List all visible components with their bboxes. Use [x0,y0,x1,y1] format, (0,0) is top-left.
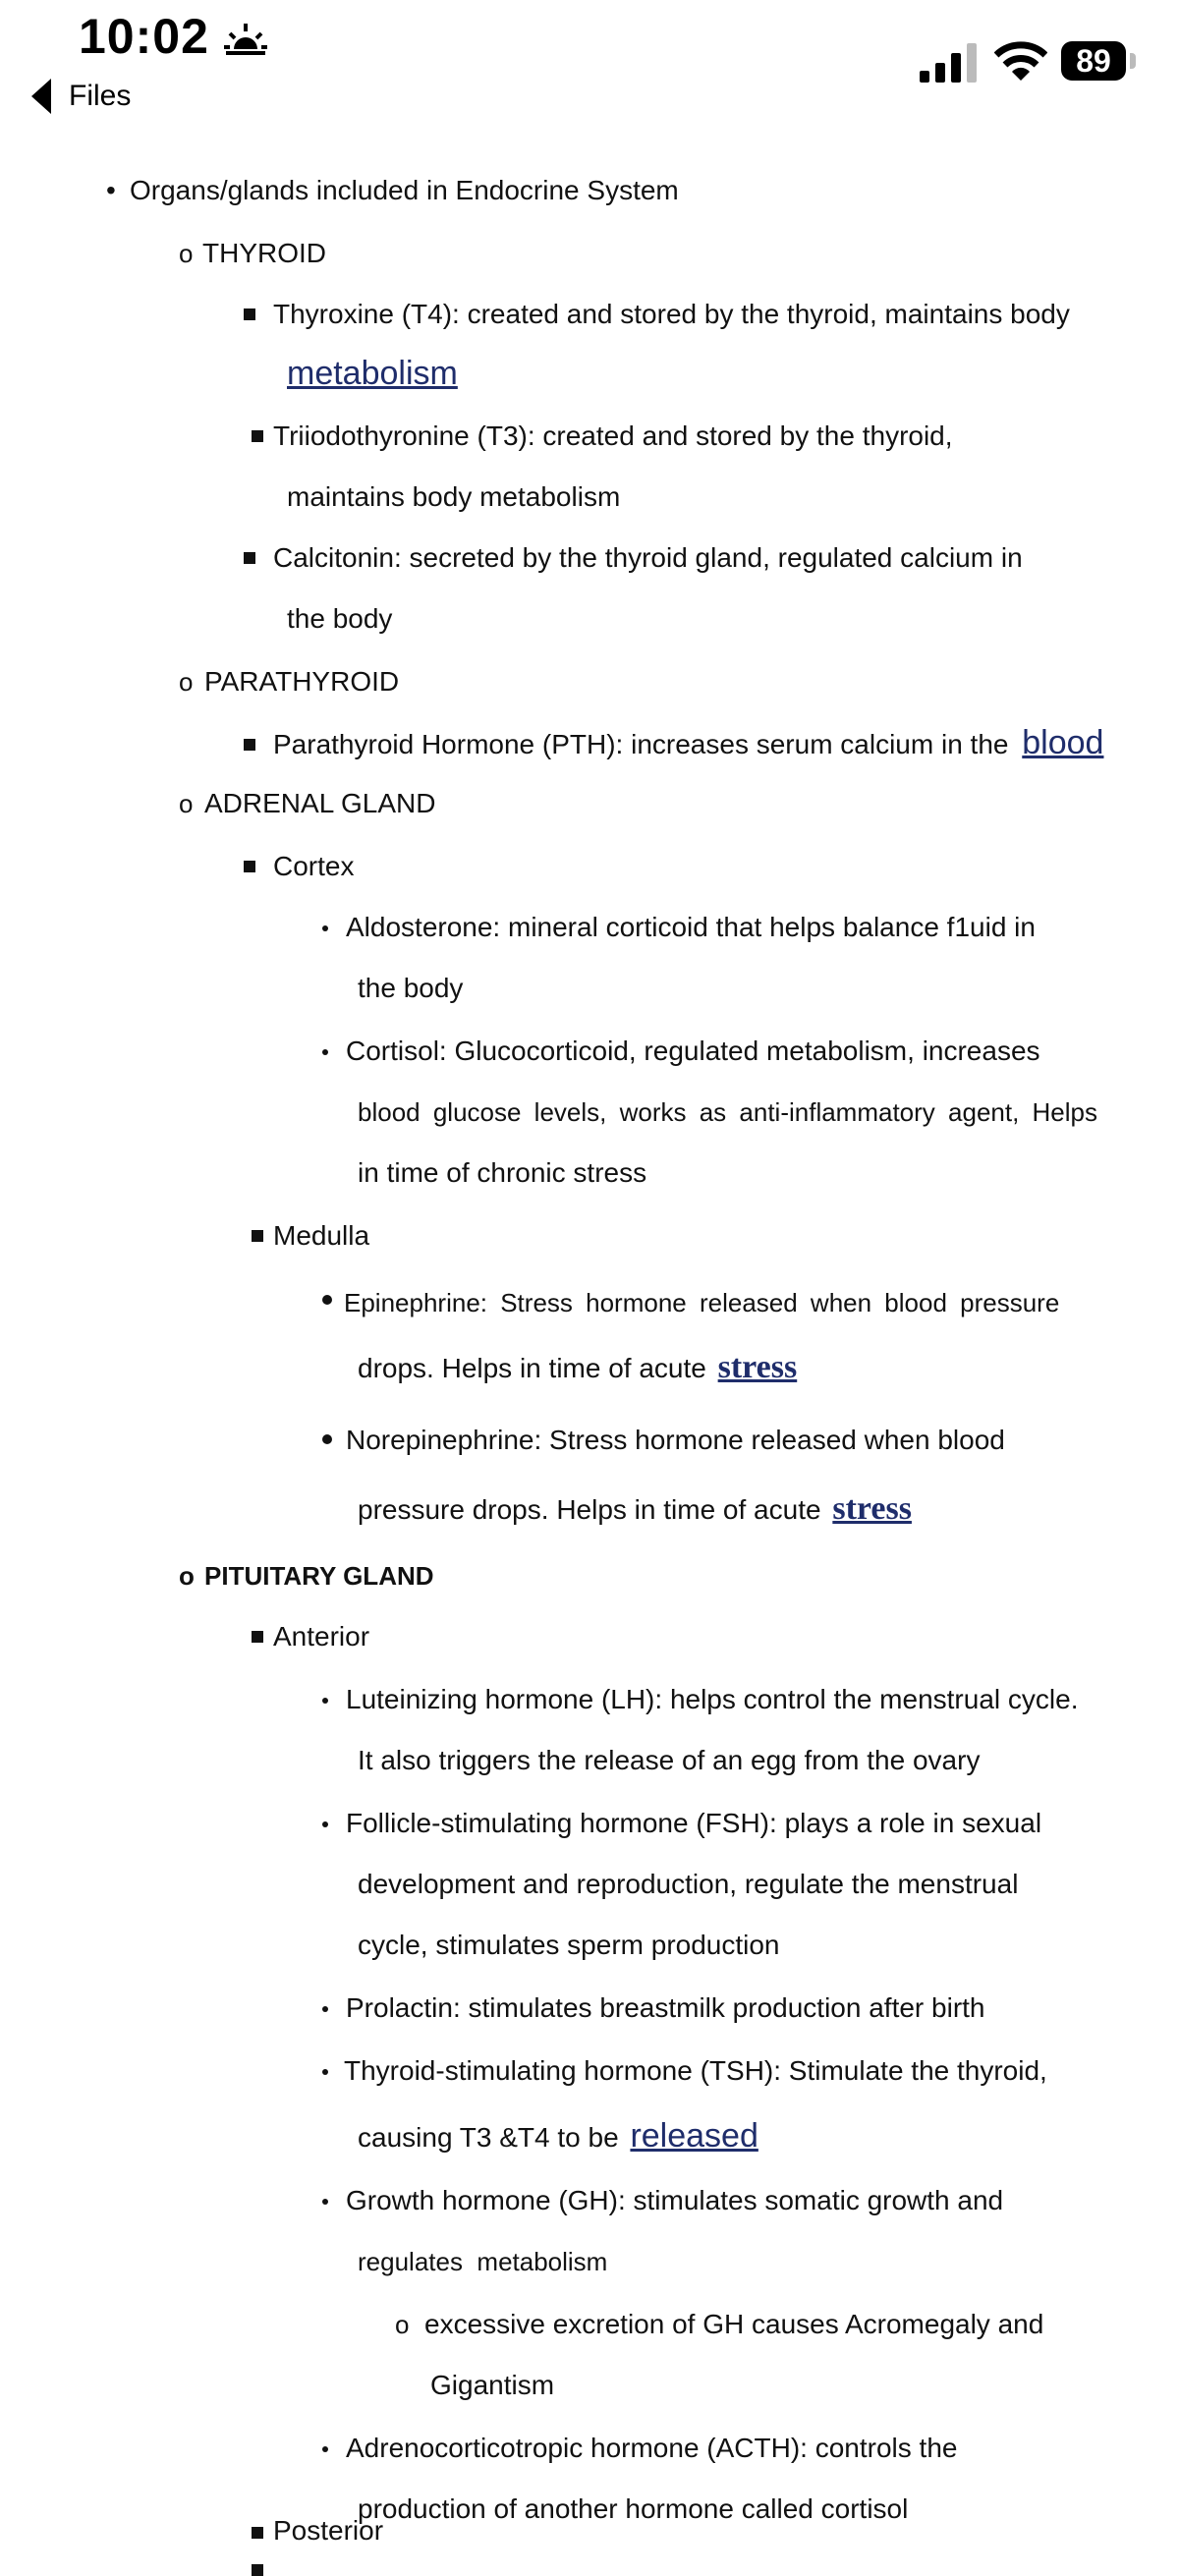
dot-marker [322,2069,328,2075]
bullet-marker: • [106,175,116,205]
subsection-anterior: Anterior [273,1621,370,1652]
item-calcitonin-line2: the body [287,603,393,634]
cellular-signal-icon [920,43,979,83]
dot-marker [322,1049,328,1055]
sunrise-icon [224,20,267,59]
section-parathyroid: PARATHYROID [204,666,400,697]
link-stress[interactable]: stress [832,1490,912,1527]
item-lh-line1: Luteinizing hormone (LH): helps control the menstrual cycle. [346,1684,1079,1714]
item-norepinephrine-line2: pressure drops. Helps in time of acute [358,1494,821,1525]
item-aldosterone-line1: Aldosterone: mineral corticoid that helps balance f1uid in [346,912,1036,942]
subsection-posterior: Posterior [273,2515,384,2546]
circle-marker: o [395,2310,410,2339]
square-marker [244,552,255,564]
dot-marker [322,2446,328,2452]
wifi-icon [994,41,1047,83]
circle-marker: o [179,239,194,268]
dot-marker [322,925,328,931]
item-t3-line2: maintains body metabolism [287,481,621,512]
item-epinephrine-line2: drops. Helps in time of acute [358,1353,706,1383]
item-gh-line1: Growth hormone (GH): stimulates somatic growth and [346,2185,1004,2215]
item-calcitonin-line1: Calcitonin: secreted by the thyroid gland, regulated calcium in [273,542,1023,573]
item-fsh-line1: Follicle-stimulating hormone (FSH): plays a role in sexual [346,1808,1042,1838]
chevron-left-icon [31,79,51,114]
item-cortisol-line3: in time of chronic stress [358,1157,647,1188]
item-gh-line2: regulates metabolism [358,2247,608,2276]
item-fsh-line2: development and reproduction, regulate the menstrual [358,1869,1019,1899]
link-metabolism[interactable]: metabolism [287,355,458,392]
section-adrenal: ADRENAL GLAND [204,788,436,818]
item-norepinephrine-line1: Norepinephrine: Stress hormone released when blood [346,1425,1005,1455]
item-cortisol-line1: Cortisol: Glucocorticoid, regulated metabolism, increases [346,1036,1040,1066]
dot-marker [322,1295,332,1305]
item-prolactin: Prolactin: stimulates breastmilk production after birth [346,1992,985,2023]
dot-marker [322,1434,332,1444]
heading-organs: Organs/glands included in Endocrine System [130,175,679,205]
battery-level: 89 [1061,41,1126,81]
dot-marker [322,2006,328,2012]
status-bar [0,0,1179,128]
subsection-cortex: Cortex [273,851,355,881]
item-epinephrine-line1: Epinephrine: Stress hormone released when blood pressure [344,1288,1060,1317]
square-marker [244,308,255,320]
item-cortisol-line2: blood glucose levels, works as anti-inflammatory agent, Helps [358,1097,1098,1127]
battery-cap-icon [1130,53,1136,69]
square-marker [252,2564,263,2576]
item-acth-line2: production of another hormone called cortisol [358,2493,909,2524]
square-marker [252,1631,263,1643]
dot-marker [322,2199,328,2205]
link-released[interactable]: released [630,2117,758,2155]
item-pth: Parathyroid Hormone (PTH): increases serum calcium in the [273,729,1009,759]
battery-indicator [1061,41,1138,81]
section-thyroid: THYROID [202,238,326,268]
item-tsh-line2: causing T3 &T4 to be [358,2122,619,2153]
section-pituitary: PITUITARY GLAND [204,1561,434,1591]
link-stress[interactable]: stress [717,1349,798,1385]
back-button[interactable] [31,75,131,118]
circle-marker: o [179,789,194,818]
item-tsh-line1: Thyroid-stimulating hormone (TSH): Stimulate the thyroid, [344,2055,1047,2086]
circle-marker: o [179,667,194,697]
back-label: Files [69,80,132,112]
square-marker [244,861,255,872]
item-fsh-line3: cycle, stimulates sperm production [358,1930,780,1960]
item-gh-sub-line1: excessive excretion of GH causes Acromegaly and [424,2309,1044,2339]
square-marker [244,739,255,751]
item-t4-line1: Thyroxine (T4): created and stored by the thyroid, maintains body [273,299,1070,329]
item-t3-line1: Triiodothyronine (T3): created and stored by the thyroid, [273,420,953,451]
square-marker [252,430,263,442]
dot-marker [322,1821,328,1827]
circle-marker: o [179,1561,195,1591]
clock-time: 10:02 [79,9,209,64]
item-acth-line1: Adrenocorticotropic hormone (ACTH): controls the [346,2433,958,2463]
square-marker [252,2527,263,2539]
item-gh-sub-line2: Gigantism [430,2370,555,2400]
item-lh-line2: It also triggers the release of an egg from the ovary [358,1745,981,1775]
link-blood[interactable]: blood [1022,724,1104,761]
subsection-medulla: Medulla [273,1220,370,1251]
dot-marker [322,1698,328,1704]
item-aldosterone-line2: the body [358,973,464,1003]
square-marker [252,1230,263,1242]
